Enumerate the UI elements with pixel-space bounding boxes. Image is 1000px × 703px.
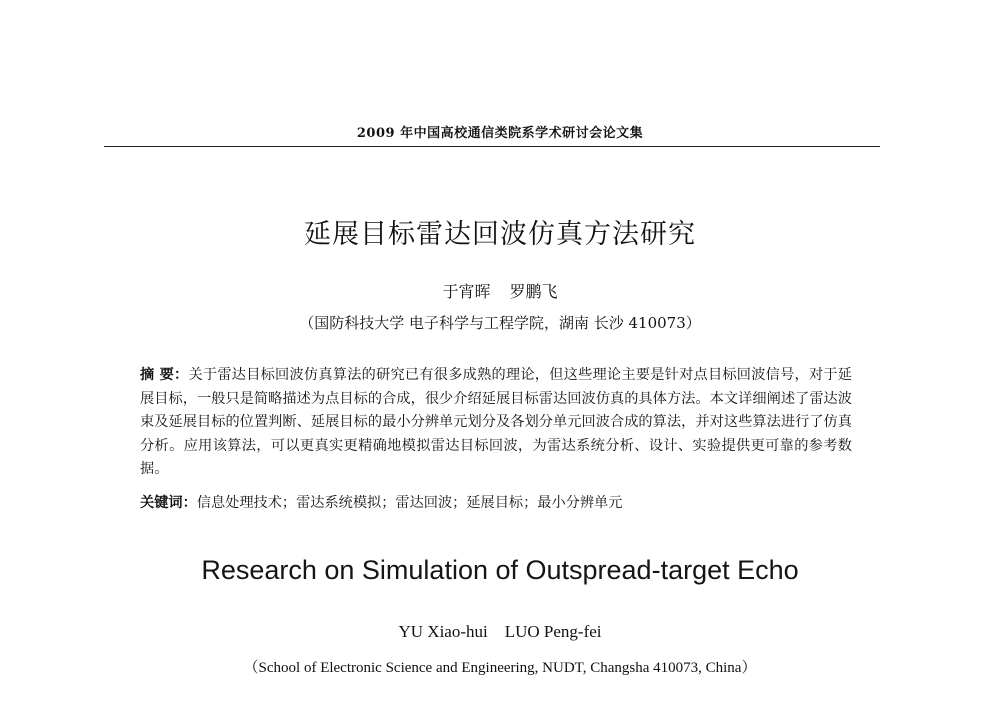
keywords xyxy=(140,492,852,514)
abstract-text: 关于雷达目标回波仿真算法的研究已有很多成熟的理论，但这些理论主要是针对点目标回波信号，对于延展目标，一般只是简略描述为点目标的合成，很少介绍延展目标雷达回波仿真的具体方法。本文详细阐述了雷达波束及延展目标的位置判断、延展目标的最小分辨单元划分及各划分单元回波合成的算法，并对这些算法进行了仿真分析。应用该算法，可以更真实更精确地模拟雷达目标回波，为雷达系统分析、设计、实验提供更可靠的参考数据。 xyxy=(140,367,852,478)
chinese-title: 延展目标雷达回波仿真方法研究 xyxy=(304,219,696,250)
running-head-rule xyxy=(104,146,880,147)
chinese-affiliation: （国防科技大学 电子科学与工程学院，湖南 长沙 410073） xyxy=(299,314,701,332)
chinese-authors: 于宵晖 罗鹏飞 xyxy=(442,282,558,301)
english-title: Research on Simulation of Outspread-target Echo xyxy=(201,555,799,585)
keywords-text: 信息处理技术；雷达系统模拟；雷达回波；延展目标；最小分辨单元 xyxy=(196,495,623,511)
english-affiliation: （School of Electronic Science and Engineering, NUDT, Changsha 410073, China） xyxy=(243,660,757,676)
abstract xyxy=(140,364,852,482)
english-authors: YU Xiao-hui LUO Peng-fei xyxy=(398,622,602,641)
abstract-label: 摘 要： xyxy=(140,367,189,383)
keywords-label: 关键词： xyxy=(140,495,197,511)
running-head: 2009 年中国高校通信类院系学术研讨会论文集 xyxy=(356,126,644,141)
